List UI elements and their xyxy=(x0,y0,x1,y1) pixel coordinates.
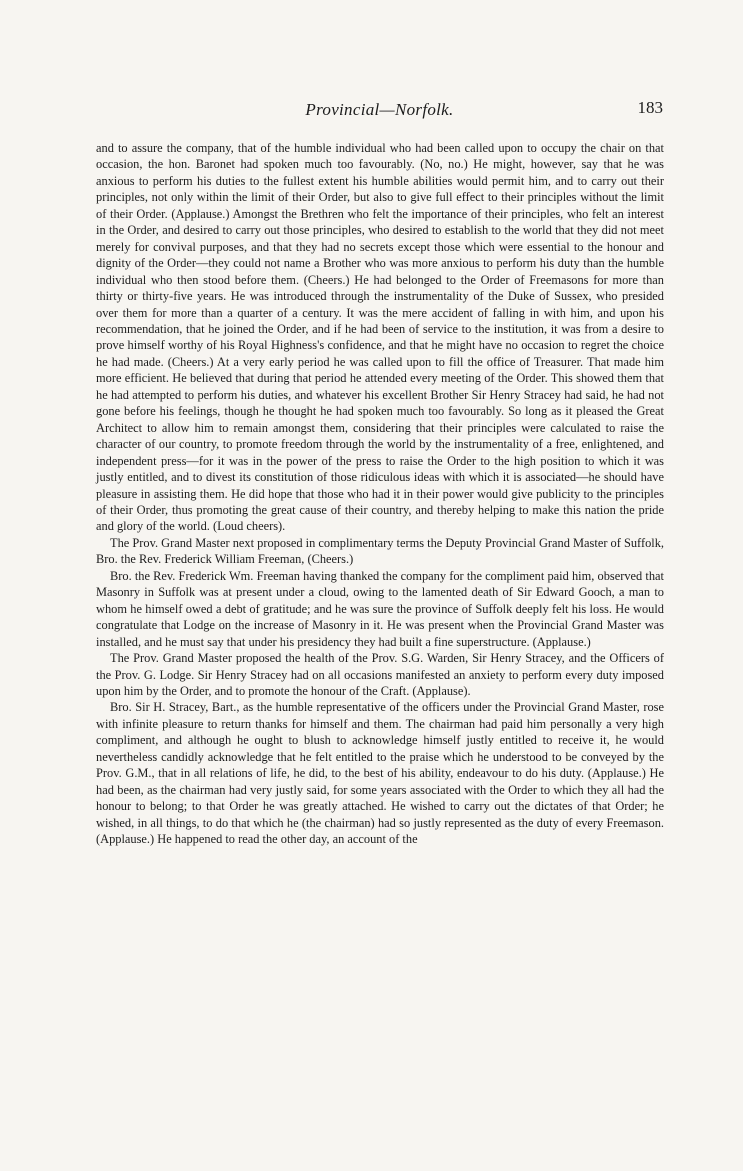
article-body xyxy=(96,140,664,847)
paragraph-freeman-reply: Bro. the Rev. Frederick Wm. Freeman having thanked the company for the compliment paid him, observed that Masonry in Suffolk was at present under a cloud, owing to the lamented death of Sir Edward Gooch, a man to whom he himself owed a debt of gratitude; and he was sure the province of Suffolk deeply felt his loss. He would congratulate that Lodge on the increase of Masonry in it. He was present when the Provincial Grand Master was installed, and he must say that under his presidency they had built a fine superstructure. (Applause.) xyxy=(96,568,664,649)
page-number: 183 xyxy=(637,98,663,117)
paragraph-response-speech: and to assure the company, that of the humble individual who had been called upon to occupy the chair on that occasion, the hon. Baronet had spoken much too favourably. (No, no.) He might, however, say that he was anxious to perform his duties to the fullest extent his humble abilities would permit him, and to carry out their principles, not only within the limit of their Order, but also to give full effect to their principles without the limit of their Order. (Applause.) Amongst the Brethren who felt the importance of their principles, who felt an interest in the Order, and desired to carry out those principles, who desired to establish to the world that they did not meet merely for convival purposes, and that they had no secrets except those which were essential to the honour and dignity of the Order—they could not name a Brother who was more anxious to perform his duty than the humble individual who then stood before them. (Cheers.) He had belonged to the Order of Freemasons for more than thirty or thirty-five years. He was introduced through the instrumentality of the Duke of Sussex, who presided over them for more than a quarter of a century. It was the mere accident of falling in with him, and upon his recommendation, that he joined the Order, and if he had been of service to the institution, it was from a desire to prove himself worthy of his Royal Highness's confidence, and that he might have no occasion to regret the choice he had made. (Cheers.) At a very early period he was called upon to fill the office of Treasurer. That made him more efficient. He believed that during that period he attended every meeting of the Order. This showed them that he had attempted to perform his duties, and whatever his excellent Brother Sir Henry Stracey had said, he had not gone before his feelings, though he thought he had spoken much too favourably. So long as it pleased the Great Architect to allow him to remain amongst them, considering that their principles were calculated to raise the character of our country, to promote freedom through the world by the instrumentality of a free, enlightened, and independent press—for it was in the power of the press to raise the Order to the high position to which it was justly entitled, and to divest its constitution of those ridiculous ideas with which it is associated—he should have pleasure in assisting them. He did hope that those who had it in their power would give publicity to the principles of their Order, thus promoting the great cause of their country, and thereby helping to make this nation the pride and glory of the world. (Loud cheers). xyxy=(96,141,664,534)
paragraph-stracey-reply: Bro. Sir H. Stracey, Bart., as the humble representative of the officers under the Provincial Grand Master, rose with infinite pleasure to return thanks for himself and them. The chairman had paid him personally a very high compliment, and although he ought to blush to acknowledge himself justly entitled to receive it, he would nevertheless candidly acknowledge that he felt entitled to the praise which he understood to be conveyed by the Prov. G.M., that in all relations of life, he did, to the best of his ability, endeavour to do his duty. (Applause.) He had been, as the chairman had very justly said, for some years associated with the Order to which they all had the honour to belong; to that Order he was greatly attached. He wished to carry out the dictates of that Order; he wished, in all things, to do that which he (the chairman) had so justly represented as the duty of every Freemason. (Applause.) He happened to read the other day, an account of the xyxy=(96,700,664,847)
paragraph-toast-warden: The Prov. Grand Master proposed the health of the Prov. S.G. Warden, Sir Henry Stracey, and the Officers of the Prov. G. Lodge. Sir Henry Stracey had on all occasions manifested an anxiety to perform every duty imposed upon him by the Order, and to promote the honour of the Craft. (Applause). xyxy=(96,651,664,698)
paragraph-toast-deputy: The Prov. Grand Master next proposed in complimentary terms the Deputy Provincial Grand Master of Suffolk, Bro. the Rev. Frederick William Freeman, (Cheers.) xyxy=(96,535,665,567)
page-title: Provincial—Norfolk. xyxy=(305,100,454,119)
running-head xyxy=(96,100,663,126)
